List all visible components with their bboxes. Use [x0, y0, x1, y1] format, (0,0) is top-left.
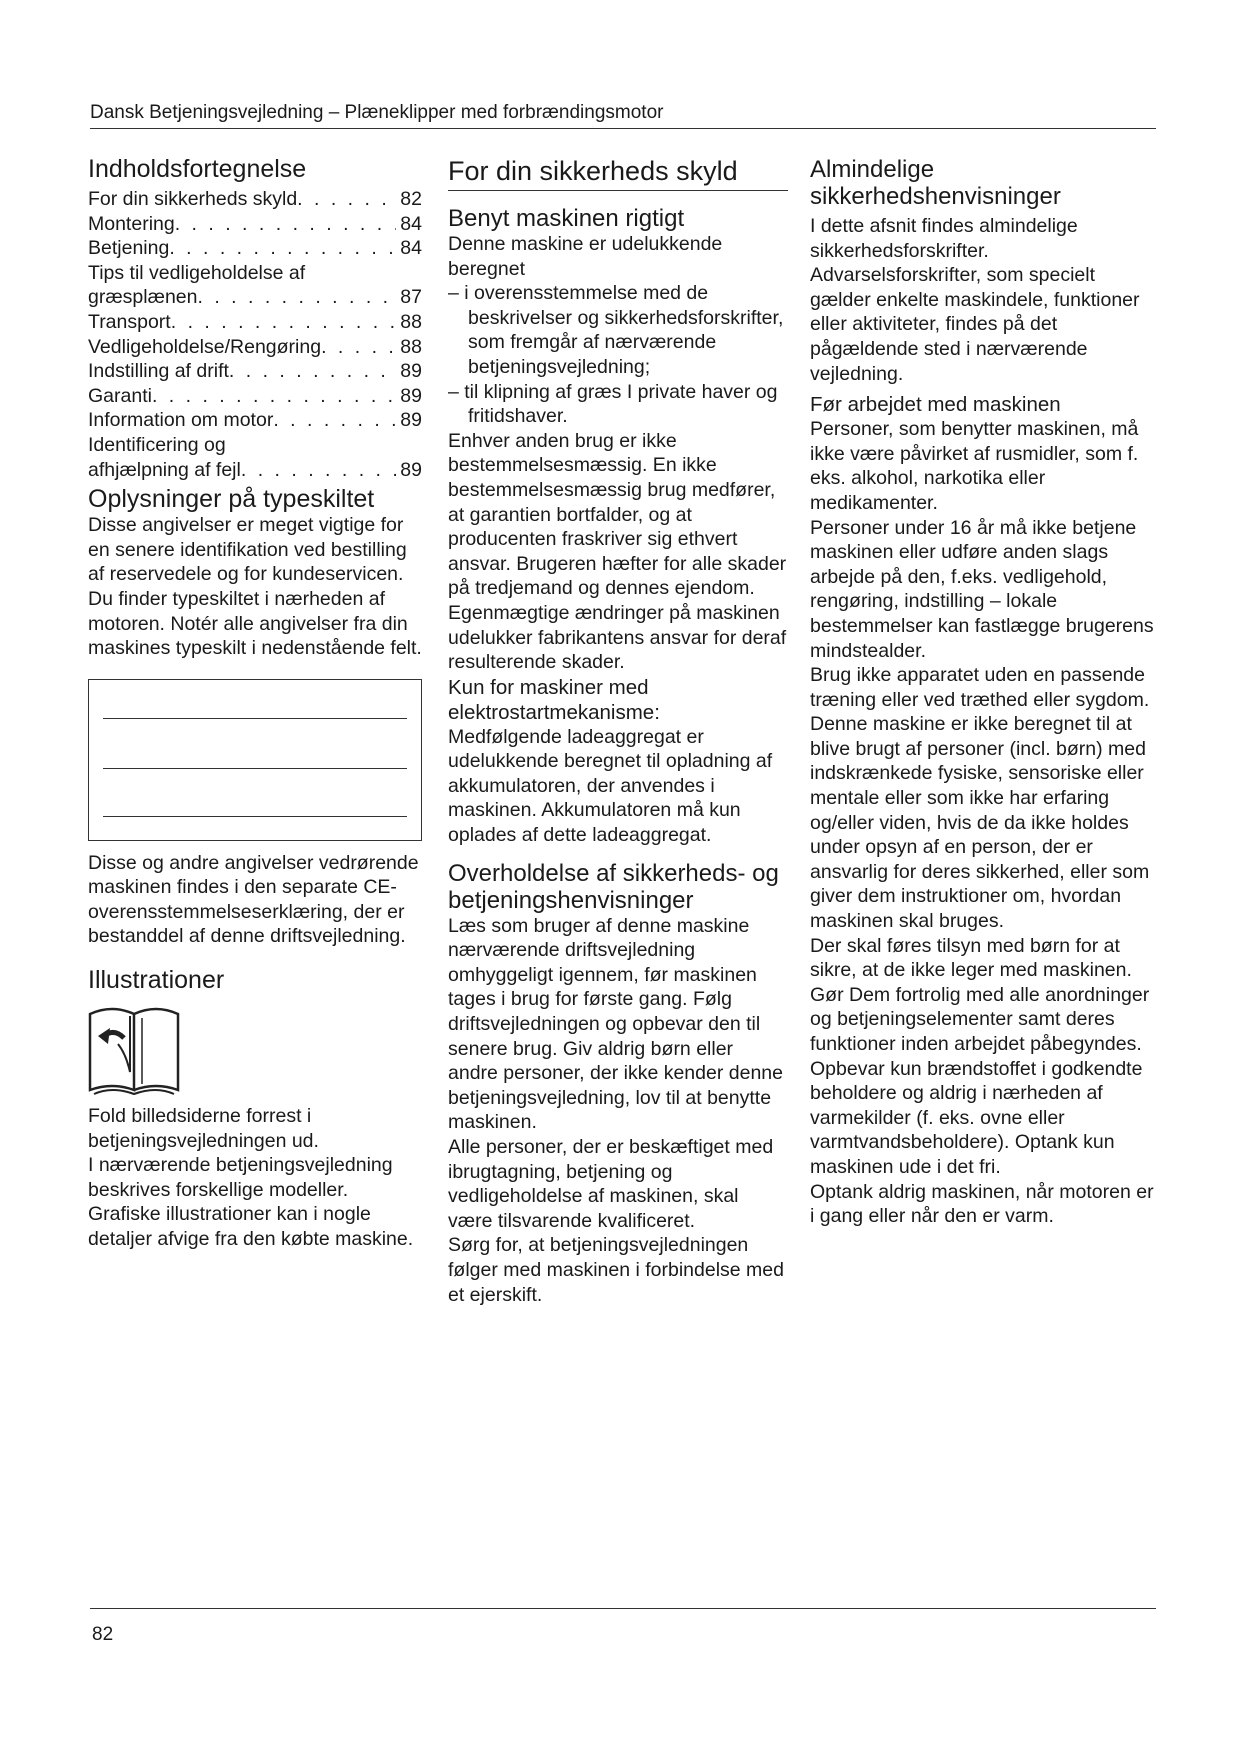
- typeplate-text: Disse angivelser er meget vigtige for en senere identifikation ved bestilling af reservedele og for kundeservicen. Du finder typeskiltet i nærheden af motoren. Notér alle angivelser fra din maskines typeskilt i nedenstående felt.: [88, 514, 422, 660]
- before-work-title: Før arbejdet med maskinen: [810, 393, 1061, 417]
- safety-paragraph: Personer under 16 år må ikke betjene maskinen eller udføre anden slags arbejde på den, f.eks. vedligehold, rengøring, indstilling – lokale bestemmelser kan fastlægge brugerens mindstealder.: [810, 516, 1154, 662]
- toc-item: For din sikkerheds skyld . . . 82: [88, 187, 422, 212]
- toc-item: Information om motor . . . 89: [88, 408, 422, 433]
- safety-paragraph: Optank aldrig maskinen, når motoren er i gang eller når den er varm.: [810, 1180, 1154, 1228]
- safety-paragraph: Brug ikke apparatet uden en passende træning eller ved træthed eller sygdom.: [810, 664, 1150, 711]
- compliance-text-3: Sørg for, at betjeningsvejledningen følger med maskinen i forbindelse med et ejerskift.: [448, 1234, 784, 1306]
- illustrations-text-2: I nærværende betjeningsvejledning beskrives forskellige modeller. Grafiske illustrationer kan i nogle detaljer afvige fra den købte maskine.: [88, 1154, 414, 1251]
- illustrations-title: Illustrationer: [88, 966, 225, 995]
- general-warnings: Advarselsforskrifter, som specielt gælder enkelte maskindele, funktioner eller aktiviteter, findes på det pågældende sted i nærværende vejledning.: [810, 264, 1140, 385]
- header-rule: [90, 128, 1156, 129]
- electro-start-title: Kun for maskiner med elektrostartmekanisme:: [448, 675, 660, 724]
- safety-paragraph: Gør Dem fortrolig med alle anordninger og betjeningselementer samt deres funktioner inden arbejdet påbegyndes.: [810, 983, 1150, 1055]
- toc-item: Montering . . . 84: [88, 212, 422, 237]
- typeplate-entry-box: [88, 679, 422, 841]
- list-item: – i overensstemmelse med de beskrivelser og sikkerhedsforskrifter, som fremgår af nærværende betjeningsvejledning;: [448, 282, 784, 378]
- entry-line: [103, 718, 407, 719]
- safety-paragraph: Personer, som benytter maskinen, må ikke være påvirket af rusmidler, som f. eks. alkohol, narkotika eller medikamenter.: [810, 418, 1139, 514]
- modifications-text: Egenmægtige ændringer på maskinen udelukker fabrikantens ansvar for deraf resulterende skader.: [448, 601, 787, 674]
- column-left: [88, 156, 422, 1252]
- general-intro: I dette afsnit findes almindelige sikkerhedsforskrifter.: [810, 215, 1078, 262]
- table-of-contents: [88, 187, 422, 482]
- safety-paragraph: Opbevar kun brændstoffet i godkendte beholdere og aldrig i nærheden af varmekilder (f. eks. ovne eller varmtvandsbeholdere). Optank kun maskinen ude i det fri.: [810, 1057, 1143, 1178]
- toc-item: græsplænen . . . 87: [88, 285, 422, 310]
- safety-title: For din sikkerheds skyld: [448, 156, 788, 191]
- toc-item-line1: Identificering og: [88, 433, 226, 456]
- correct-use-title: Benyt maskinen rigtigt: [448, 205, 685, 232]
- correct-use-text: Enhver anden brug er ikke bestemmelsesmæssig. En ikke bestemmelsesmæssig brug medfører, at garantien bortfalder, og at producenten fraskriver sig ethvert ansvar. Brugeren hæfter for alle skader på tredjemand og dennes ejendom.: [448, 429, 787, 600]
- toc-item: Vedligeholdelse/Rengøring . . . 88: [88, 335, 422, 360]
- footer-rule: [90, 1608, 1156, 1609]
- electro-start-text: Medfølgende ladeaggregat er udelukkende beregnet til opladning af akkumulatoren, der anvendes i maskinen. Akkumulatoren må kun oplades af dette ladeaggregat.: [448, 725, 773, 847]
- safety-paragraph: Denne maskine er ikke beregnet til at blive brugt af personer (incl. børn) med indskrænkede fysiske, sensoriske eller mentale eller som ikke har erfaring og/eller viden, hvis de da ikke holdes under opsyn af en person, der er ansvarlig for deres sikkerhed, eller som giver dem instruktioner om, hvordan maskinen skal bruges.: [810, 713, 1150, 933]
- compliance-text-2: Alle personer, der er beskæftiget med ibrugtagning, betjening og vedligeholdelse af maskinen, skal være tilsvarende kvalificeret.: [448, 1136, 774, 1232]
- toc-item: Transport . . . 88: [88, 310, 422, 335]
- compliance-title: Overholdelse af sikkerheds- og betjeningshenvisninger: [448, 859, 779, 914]
- toc-title: Indholdsfortegnelse: [88, 155, 307, 183]
- column-right: [810, 156, 1160, 1229]
- general-safety-title: Almindelige sikkerhedshenvisninger: [810, 156, 1061, 210]
- ce-declaration-text: Disse og andre angivelser vedrørende maskinen findes i den separate CE-overensstemmelseserklæring, der er bestanddel af denne driftsvejledning.: [88, 851, 419, 948]
- compliance-text-1: Læs som bruger af denne maskine nærværende driftsvejledning omhyggeligt igennem, før maskinen tages i brug for første gang. Følg driftsvejledningen og opbevar den til senere brug. Giv aldrig børn eller andre personer, der ikke kender denne betjeningsvejledning, lov til at benytte maskinen.: [448, 914, 783, 1134]
- toc-item: Indstilling af drift . . . 89: [88, 359, 422, 384]
- safety-paragraph: Der skal føres tilsyn med børn for at sikre, at de ikke leger med maskinen.: [810, 934, 1132, 982]
- toc-item: Garanti . . . 89: [88, 384, 422, 409]
- typeplate-title: Oplysninger på typeskiltet: [88, 485, 375, 514]
- column-middle: [448, 156, 788, 1307]
- toc-item: afhjælpning af fejl . . . 89: [88, 458, 422, 483]
- entry-line: [103, 768, 407, 769]
- toc-item: Betjening . . . 84: [88, 236, 422, 261]
- correct-use-intro: Denne maskine er udelukkende beregnet: [448, 233, 723, 280]
- page-number: 82: [92, 1624, 114, 1645]
- list-item: – til klipning af græs I private haver og fritidshaver.: [448, 380, 778, 428]
- toc-item-line1: Tips til vedligeholdelse af: [88, 261, 306, 284]
- illustrations-text-1: Fold billedsiderne forrest i betjeningsvejledningen ud.: [88, 1105, 319, 1152]
- entry-line: [103, 816, 407, 817]
- open-book-icon: [88, 1002, 180, 1098]
- page-header: Dansk Betjeningsvejledning – Plæneklipper med forbrændingsmotor: [90, 102, 664, 123]
